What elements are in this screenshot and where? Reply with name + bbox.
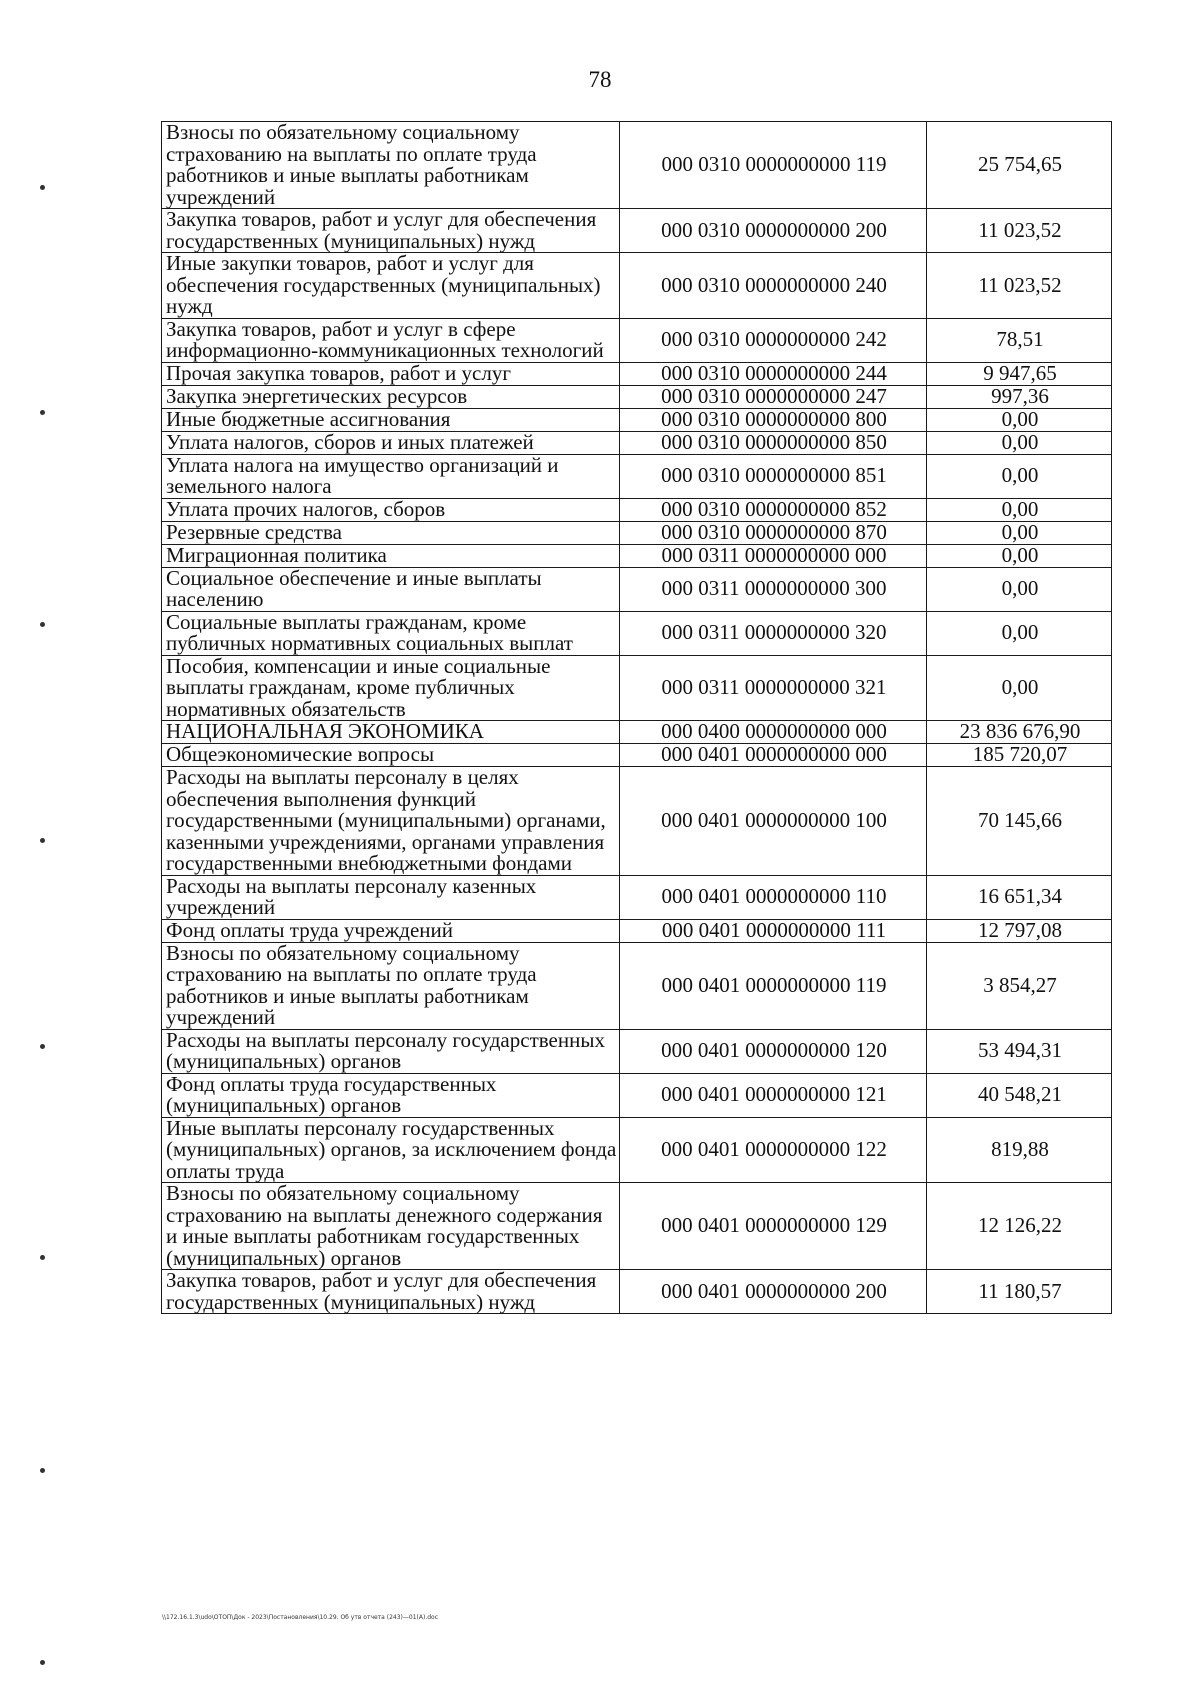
row-name-cell: Фонд оплаты труда государственных (муниципальных) органов bbox=[162, 1073, 620, 1117]
table-row bbox=[162, 521, 1112, 544]
table-row bbox=[162, 209, 1112, 253]
table-row bbox=[162, 767, 1112, 876]
row-code-cell: 000 0401 0000000000 200 bbox=[620, 1270, 927, 1314]
row-amount-cell: 0,00 bbox=[927, 498, 1112, 521]
row-name-cell: Прочая закупка товаров, работ и услуг bbox=[162, 362, 620, 385]
table-row bbox=[162, 253, 1112, 319]
table-row bbox=[162, 611, 1112, 655]
row-code-cell: 000 0401 0000000000 110 bbox=[620, 875, 927, 919]
row-name-cell: Закупка товаров, работ и услуг для обеспечения государственных (муниципальных) нужд bbox=[162, 1270, 620, 1314]
row-name-cell: Расходы на выплаты персоналу казенных учреждений bbox=[162, 875, 620, 919]
row-name-cell: Пособия, компенсации и иные социальные выплаты гражданам, кроме публичных нормативных обязательств bbox=[162, 655, 620, 721]
row-amount-cell: 0,00 bbox=[927, 611, 1112, 655]
margin-mark bbox=[40, 1468, 45, 1473]
row-code-cell: 000 0311 0000000000 320 bbox=[620, 611, 927, 655]
row-amount-cell: 3 854,27 bbox=[927, 942, 1112, 1029]
row-code-cell: 000 0310 0000000000 119 bbox=[620, 122, 927, 209]
row-amount-cell: 23 836 676,90 bbox=[927, 721, 1112, 744]
page-number: 78 bbox=[588, 67, 612, 92]
row-code-cell: 000 0310 0000000000 247 bbox=[620, 385, 927, 408]
row-code-cell: 000 0310 0000000000 200 bbox=[620, 209, 927, 253]
table-row bbox=[162, 454, 1112, 498]
margin-mark bbox=[40, 622, 45, 627]
row-name-cell: Социальное обеспечение и иные выплаты населению bbox=[162, 567, 620, 611]
row-amount-cell: 997,36 bbox=[927, 385, 1112, 408]
row-code-cell: 000 0310 0000000000 242 bbox=[620, 318, 927, 362]
margin-mark bbox=[40, 1255, 45, 1260]
table-row bbox=[162, 942, 1112, 1029]
file-path-footer: \\172.16.1.3\udo\ОТОП\Док - 2023\Постановления\10.29. Об утв отчета (243)—01(А).doc bbox=[162, 1614, 439, 1621]
table-row bbox=[162, 498, 1112, 521]
table-row bbox=[162, 318, 1112, 362]
row-amount-cell: 25 754,65 bbox=[927, 122, 1112, 209]
row-code-cell: 000 0401 0000000000 000 bbox=[620, 744, 927, 767]
budget-table-body bbox=[162, 122, 1112, 1314]
margin-mark bbox=[40, 185, 45, 190]
row-name-cell: Иные закупки товаров, работ и услуг для обеспечения государственных (муниципальных) нужд bbox=[162, 253, 620, 319]
row-amount-cell: 0,00 bbox=[927, 567, 1112, 611]
table-row bbox=[162, 362, 1112, 385]
row-code-cell: 000 0401 0000000000 100 bbox=[620, 767, 927, 876]
table-row bbox=[162, 385, 1112, 408]
row-code-cell: 000 0310 0000000000 852 bbox=[620, 498, 927, 521]
table-row bbox=[162, 1183, 1112, 1270]
row-code-cell: 000 0310 0000000000 851 bbox=[620, 454, 927, 498]
row-name-cell: Закупка энергетических ресурсов bbox=[162, 385, 620, 408]
table-row bbox=[162, 1117, 1112, 1183]
table-row bbox=[162, 1073, 1112, 1117]
row-name-cell: Расходы на выплаты персоналу государственных (муниципальных) органов bbox=[162, 1029, 620, 1073]
row-amount-cell: 53 494,31 bbox=[927, 1029, 1112, 1073]
row-name-cell: Иные выплаты персоналу государственных (муниципальных) органов, за исключением фонда оплаты труда bbox=[162, 1117, 620, 1183]
row-name-cell: Расходы на выплаты персоналу в целях обеспечения выполнения функций государственными (муниципальными) органами, казенными учреждениями, органами управления государственными внебюджетными фондами bbox=[162, 767, 620, 876]
row-name-cell: Иные бюджетные ассигнования bbox=[162, 408, 620, 431]
row-name-cell: Взносы по обязательному социальному страхованию на выплаты по оплате труда работников и иные выплаты работникам учреждений bbox=[162, 122, 620, 209]
table-row bbox=[162, 1270, 1112, 1314]
table-row bbox=[162, 721, 1112, 744]
row-name-cell: Закупка товаров, работ и услуг для обеспечения государственных (муниципальных) нужд bbox=[162, 209, 620, 253]
row-code-cell: 000 0401 0000000000 122 bbox=[620, 1117, 927, 1183]
row-code-cell: 000 0401 0000000000 121 bbox=[620, 1073, 927, 1117]
row-amount-cell: 185 720,07 bbox=[927, 744, 1112, 767]
row-amount-cell: 70 145,66 bbox=[927, 767, 1112, 876]
row-amount-cell: 0,00 bbox=[927, 544, 1112, 567]
row-name-cell: Уплата налога на имущество организаций и земельного налога bbox=[162, 454, 620, 498]
table-row bbox=[162, 122, 1112, 209]
table-row bbox=[162, 431, 1112, 454]
row-name-cell: Взносы по обязательному социальному страхованию на выплаты денежного содержания и иные выплаты работникам государственных (муниципальных) органов bbox=[162, 1183, 620, 1270]
row-name-cell: Общеэкономические вопросы bbox=[162, 744, 620, 767]
row-name-cell: Миграционная политика bbox=[162, 544, 620, 567]
row-amount-cell: 0,00 bbox=[927, 655, 1112, 721]
table-row bbox=[162, 567, 1112, 611]
row-code-cell: 000 0311 0000000000 321 bbox=[620, 655, 927, 721]
row-code-cell: 000 0311 0000000000 300 bbox=[620, 567, 927, 611]
table-row bbox=[162, 744, 1112, 767]
row-name-cell: НАЦИОНАЛЬНАЯ ЭКОНОМИКА bbox=[162, 721, 620, 744]
table-row bbox=[162, 875, 1112, 919]
row-amount-cell: 0,00 bbox=[927, 408, 1112, 431]
row-amount-cell: 12 797,08 bbox=[927, 919, 1112, 942]
row-name-cell: Фонд оплаты труда учреждений bbox=[162, 919, 620, 942]
margin-mark bbox=[40, 1660, 45, 1665]
row-amount-cell: 0,00 bbox=[927, 521, 1112, 544]
row-code-cell: 000 0401 0000000000 111 bbox=[620, 919, 927, 942]
row-code-cell: 000 0311 0000000000 000 bbox=[620, 544, 927, 567]
row-amount-cell: 16 651,34 bbox=[927, 875, 1112, 919]
row-amount-cell: 11 023,52 bbox=[927, 253, 1112, 319]
row-code-cell: 000 0310 0000000000 850 bbox=[620, 431, 927, 454]
table-row bbox=[162, 544, 1112, 567]
row-amount-cell: 11 180,57 bbox=[927, 1270, 1112, 1314]
table-row bbox=[162, 408, 1112, 431]
row-code-cell: 000 0310 0000000000 244 bbox=[620, 362, 927, 385]
row-amount-cell: 40 548,21 bbox=[927, 1073, 1112, 1117]
row-code-cell: 000 0310 0000000000 800 bbox=[620, 408, 927, 431]
margin-mark bbox=[40, 410, 45, 415]
row-amount-cell: 819,88 bbox=[927, 1117, 1112, 1183]
row-name-cell: Уплата налогов, сборов и иных платежей bbox=[162, 431, 620, 454]
row-name-cell: Уплата прочих налогов, сборов bbox=[162, 498, 620, 521]
budget-table bbox=[161, 121, 1112, 1314]
row-amount-cell: 0,00 bbox=[927, 454, 1112, 498]
margin-mark bbox=[40, 838, 45, 843]
row-code-cell: 000 0400 0000000000 000 bbox=[620, 721, 927, 744]
row-code-cell: 000 0310 0000000000 870 bbox=[620, 521, 927, 544]
margin-mark bbox=[40, 1044, 45, 1049]
row-name-cell: Взносы по обязательному социальному страхованию на выплаты по оплате труда работников и иные выплаты работникам учреждений bbox=[162, 942, 620, 1029]
row-code-cell: 000 0401 0000000000 129 bbox=[620, 1183, 927, 1270]
row-code-cell: 000 0401 0000000000 119 bbox=[620, 942, 927, 1029]
row-amount-cell: 9 947,65 bbox=[927, 362, 1112, 385]
row-amount-cell: 78,51 bbox=[927, 318, 1112, 362]
row-amount-cell: 11 023,52 bbox=[927, 209, 1112, 253]
row-amount-cell: 12 126,22 bbox=[927, 1183, 1112, 1270]
row-amount-cell: 0,00 bbox=[927, 431, 1112, 454]
row-code-cell: 000 0401 0000000000 120 bbox=[620, 1029, 927, 1073]
row-code-cell: 000 0310 0000000000 240 bbox=[620, 253, 927, 319]
table-row bbox=[162, 919, 1112, 942]
row-name-cell: Резервные средства bbox=[162, 521, 620, 544]
table-row bbox=[162, 1029, 1112, 1073]
table-row bbox=[162, 655, 1112, 721]
row-name-cell: Закупка товаров, работ и услуг в сфере информационно-коммуникационных технологий bbox=[162, 318, 620, 362]
row-name-cell: Социальные выплаты гражданам, кроме публичных нормативных социальных выплат bbox=[162, 611, 620, 655]
